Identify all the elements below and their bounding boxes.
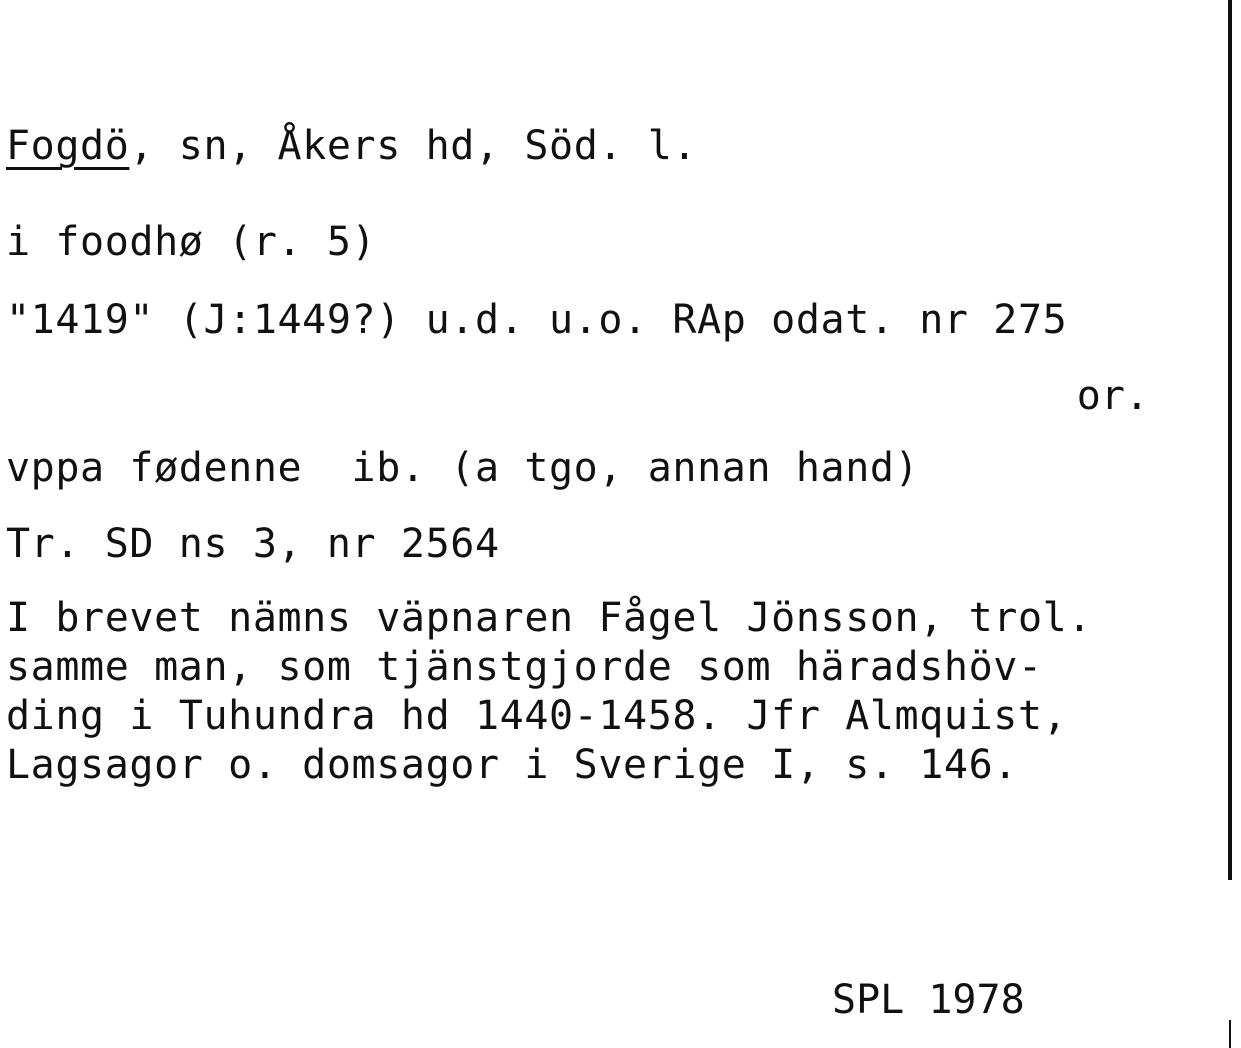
note-line: I brevet nämns väpnaren Fågel Jönsson, trol. (6, 595, 1093, 641)
heading-details: , sn, Åkers hd, Söd. l. (129, 123, 698, 169)
card-edge-line (1228, 0, 1232, 880)
note-line: ding i Tuhundra hd 1440-1458. Jfr Almquist, (6, 693, 1068, 739)
source-note: or. (1076, 373, 1149, 419)
form-line-2: vppa fødenne ib. (a tgo, annan hand) (6, 445, 920, 491)
note-line: samme man, som tjänstgjorde som häradshöv- (6, 644, 1043, 690)
reference-line: Tr. SD ns 3, nr 2564 (6, 521, 500, 567)
signature: SPL 1978 (832, 977, 1025, 1023)
source-line: "1419" (J:1449?) u.d. u.o. RAp odat. nr 275 (6, 297, 1068, 343)
note-line: Lagsagor o. domsagor i Sverige I, s. 146. (6, 742, 1018, 788)
note-paragraph (6, 594, 1092, 790)
headword: Fogdö (6, 123, 130, 169)
card-edge-mark (1229, 1020, 1231, 1048)
form-line: i foodhø (r. 5) (6, 219, 377, 265)
heading-line (6, 122, 697, 170)
